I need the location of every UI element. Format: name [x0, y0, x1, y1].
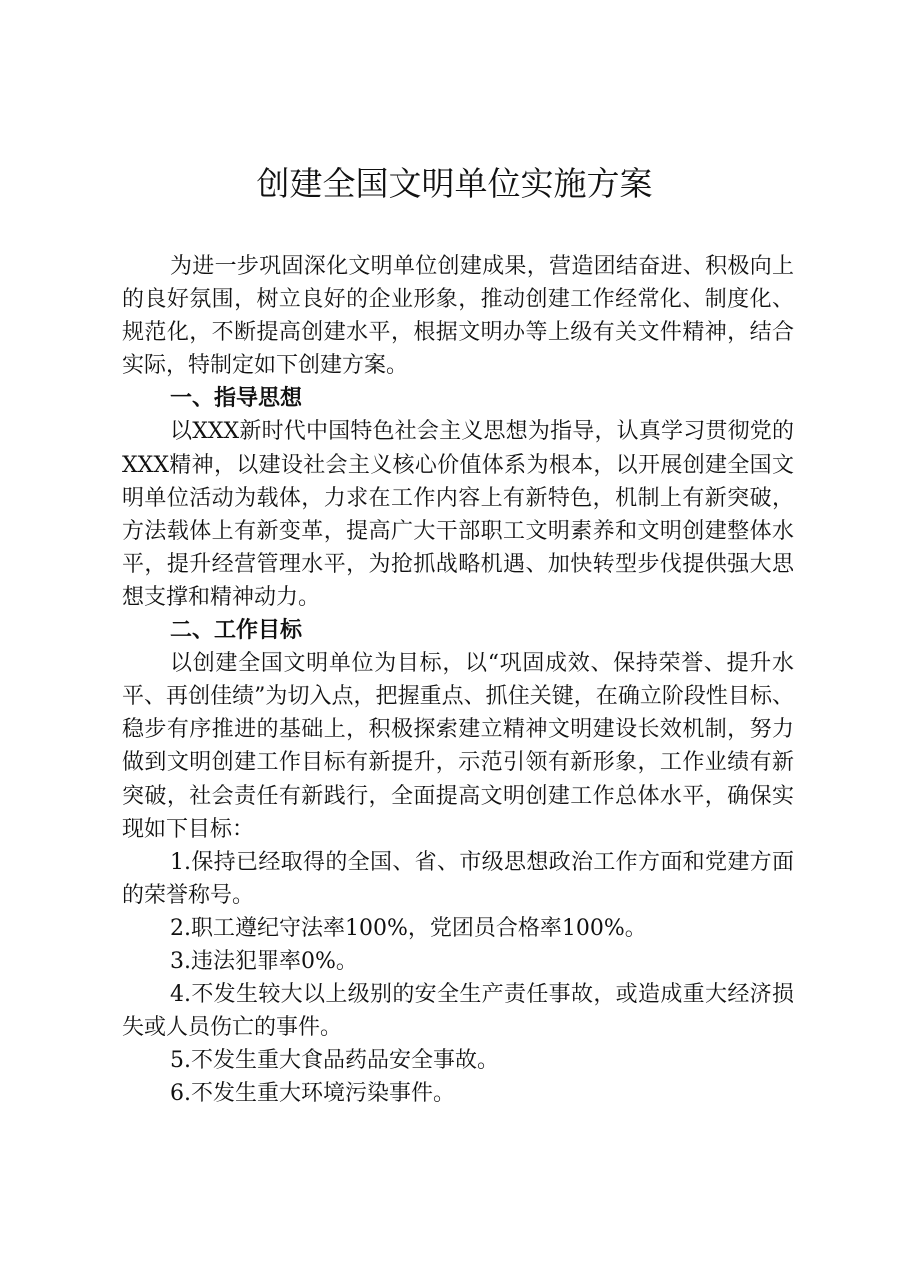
section-heading-work-goals: 二、工作目标 [170, 618, 303, 644]
section-heading-guiding-ideology: 一、指导思想 [170, 386, 303, 412]
document-body [122, 250, 794, 1110]
goal-item-1: 1.保持已经取得的全国、省、市级思想政治工作方面和党建方面的荣誉称号。 [122, 849, 794, 908]
goal-item-4: 4.不发生较大以上级别的安全生产责任事故，或造成重大经济损失或人员伤亡的事件。 [122, 982, 794, 1041]
goal-item-2: 2.职工遵纪守法率100%，党团员合格率100%。 [170, 915, 647, 941]
guiding-ideology-paragraph: 以XXX新时代中国特色社会主义思想为指导，认真学习贯彻党的XXX精神，以建设社会主义核心价值体系为根本，以开展创建全国文明单位活动为载体，力求在工作内容上有新特色，机制上有新突破，方法载体上有新变革，提高广大干部职工文明素养和文明创建整体水平，提升经营管理水平，为抢抓战略机遇、加快转型步伐提供强大思想支撑和精神动力。 [122, 419, 794, 610]
goal-item-6: 6.不发生重大环境污染事件。 [170, 1081, 455, 1107]
intro-paragraph: 为进一步巩固深化文明单位创建成果，营造团结奋进、积极向上的良好氛围，树立良好的企业形象，推动创建工作经常化、制度化、规范化，不断提高创建水平，根据文明办等上级有关文件精神，结合实际，特制定如下创建方案。 [122, 254, 794, 379]
document-title: 创建全国文明单位实施方案 [256, 164, 653, 203]
goal-item-5: 5.不发生重大食品药品安全事故。 [170, 1048, 499, 1074]
work-goals-paragraph: 以创建全国文明单位为目标，以“巩固成效、保持荣誉、提升水平、再创佳绩”为切入点，把握重点、抓住关键，在确立阶段性目标、稳步有序推进的基础上，积极探索建立精神文明建设长效机制，努力做到文明创建工作目标有新提升，示范引领有新形象，工作业绩有新突破，社会责任有新践行，全面提高文明创建工作总体水平，确保实现如下目标： [122, 651, 794, 842]
goal-item-3: 3.违法犯罪率0%。 [170, 948, 358, 974]
